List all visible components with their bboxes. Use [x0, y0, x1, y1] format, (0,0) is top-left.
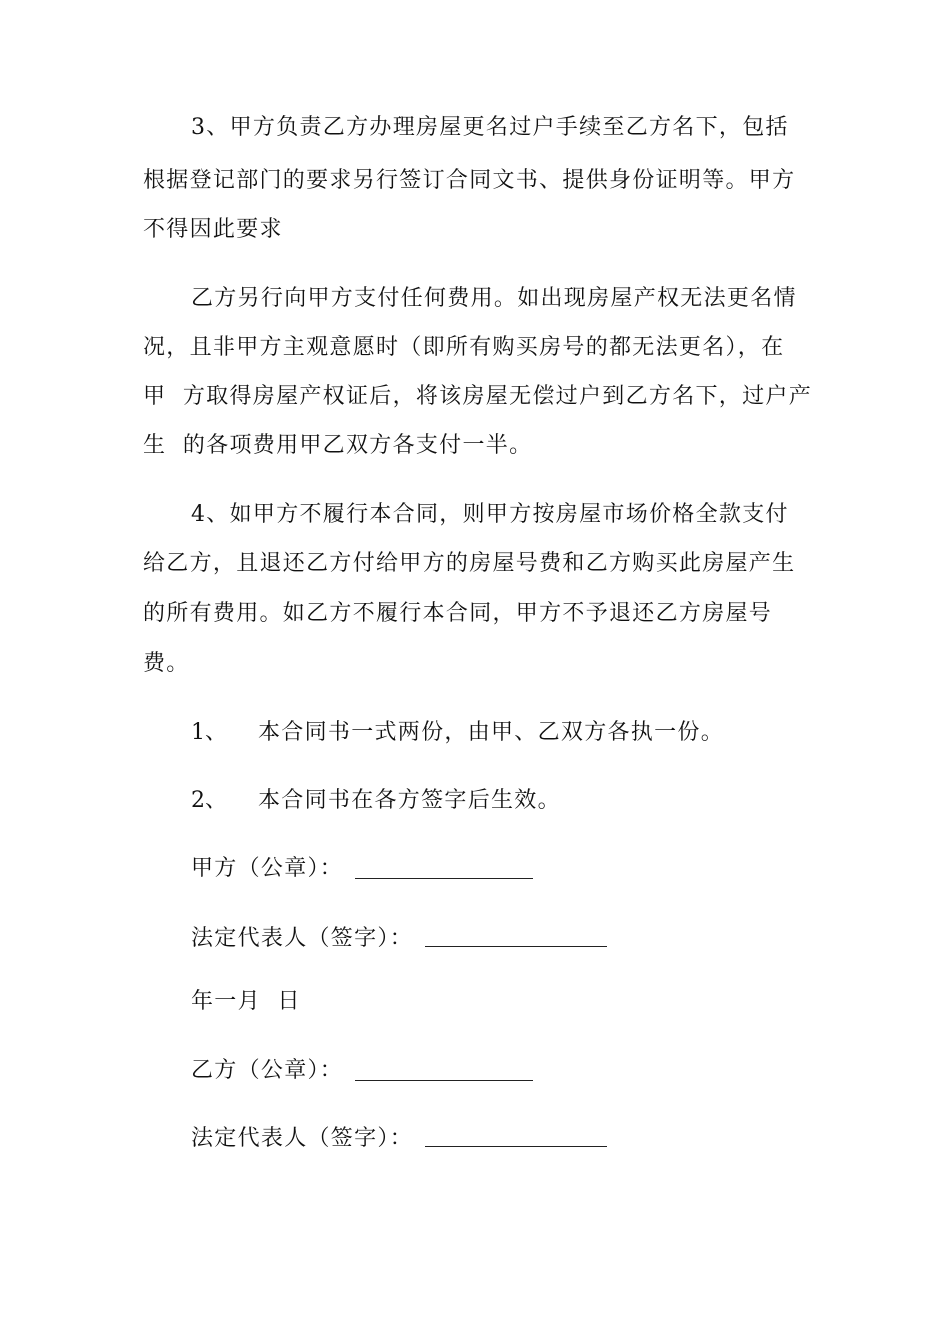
- clause-3-cont-line-1: 乙方另行向甲方支付任何费用。如出现房屋产权无法更名情: [191, 286, 797, 311]
- date-label: 年一月 日: [191, 989, 301, 1014]
- clause-3-cont-line-4: 生 的各项费用甲乙双方各支付一半。: [143, 433, 533, 458]
- party-a-seal-blank[interactable]: [355, 878, 533, 879]
- clause-3-line-3: 不得因此要求: [143, 217, 283, 242]
- party-a-rep-blank[interactable]: [425, 946, 607, 947]
- clause-3-cont-line-3: 甲 方取得房屋产权证后，将该房屋无偿过户到乙方名下，过户产: [143, 384, 812, 409]
- party-b-rep-blank[interactable]: [425, 1146, 607, 1147]
- term-1-text: 本合同书一式两份，由甲、乙双方各执一份。: [258, 720, 725, 745]
- clause-4-line-3: 的所有费用。如乙方不履行本合同，甲方不予退还乙方房屋号: [143, 601, 773, 626]
- clause-4-line-4: 费。: [143, 651, 190, 676]
- party-a-rep-label: 法定代表人（签字）：: [191, 926, 414, 951]
- clause-3-line-2: 根据登记部门的要求另行签订合同文书、提供身份证明等。甲方: [143, 168, 796, 193]
- term-2-text: 本合同书在各方签字后生效。: [258, 788, 561, 813]
- party-b-seal-label: 乙方（公章）：: [191, 1058, 344, 1083]
- clause-4-line-1: 4、如甲方不履行本合同，则甲方按房屋市场价格全款支付: [191, 502, 789, 527]
- party-b-seal-blank[interactable]: [355, 1080, 533, 1081]
- term-1-number: 1、: [191, 720, 227, 745]
- clause-3-line-1: 3、甲方负责乙方办理房屋更名过户手续至乙方名下，包括: [191, 115, 789, 140]
- term-2-number: 2、: [191, 788, 227, 813]
- clause-4-line-2: 给乙方，且退还乙方付给甲方的房屋号费和乙方购买此房屋产生: [143, 551, 796, 576]
- party-a-seal-label: 甲方（公章）：: [191, 856, 344, 881]
- clause-3-cont-line-2: 况，且非甲方主观意愿时（即所有购买房号的都无法更名），在: [143, 335, 785, 360]
- party-b-rep-label: 法定代表人（签字）：: [191, 1126, 414, 1151]
